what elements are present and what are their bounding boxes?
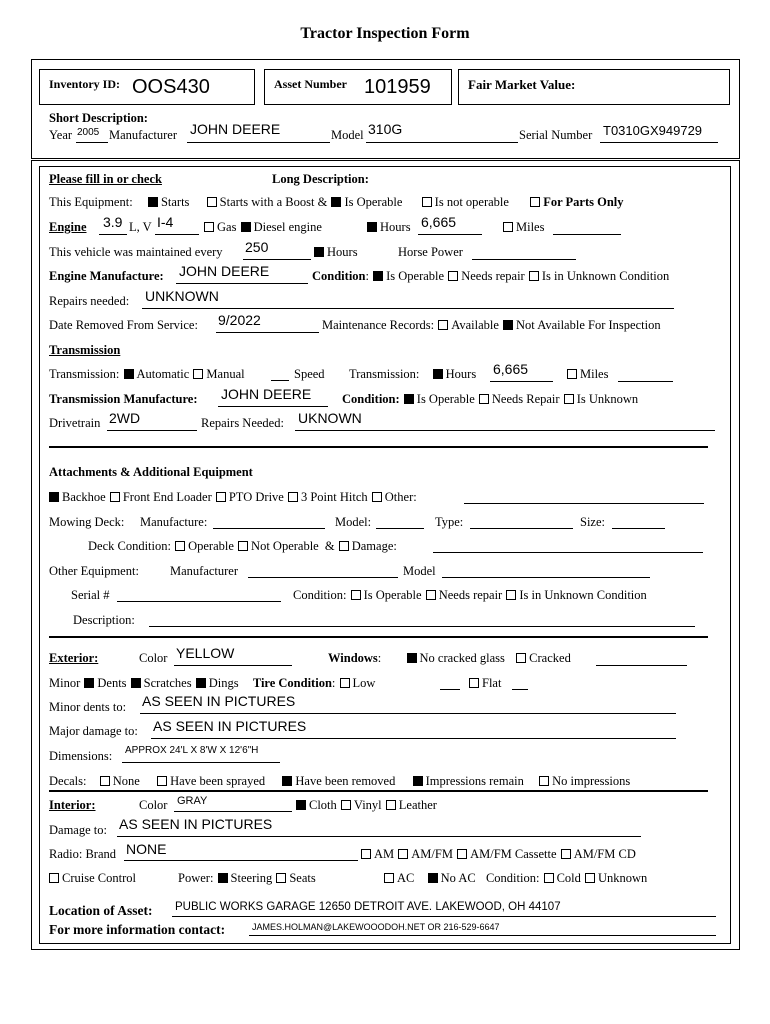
deck-condition-row: Deck Condition: Operable Not Operable & Damage: bbox=[88, 539, 397, 553]
trans-hours-row: Transmission: Hours bbox=[349, 367, 477, 381]
location-value[interactable]: PUBLIC WORKS GARAGE 12650 DETROIT AVE. LAKEWOOD, OH 44107 bbox=[175, 901, 561, 913]
gas-checkbox[interactable] bbox=[204, 222, 214, 232]
other-attach-checkbox[interactable] bbox=[372, 492, 382, 502]
maint-hours-checkbox[interactable] bbox=[314, 247, 324, 257]
impressions-remain-checkbox[interactable] bbox=[413, 776, 423, 786]
major-damage-label: Major damage to: bbox=[49, 724, 138, 738]
fmv-label: Fair Market Value: bbox=[468, 77, 576, 92]
trans-condition-row: Condition: Is Operable Needs Repair Is Unknown bbox=[342, 392, 639, 406]
speed-label: Speed bbox=[294, 367, 325, 381]
serial-value[interactable]: T0310GX949729 bbox=[603, 123, 703, 138]
repairs-label: Repairs needed: bbox=[49, 294, 130, 308]
engine-hours-value[interactable]: 6,665 bbox=[421, 214, 457, 230]
inventory-label: Inventory ID: bbox=[49, 77, 120, 91]
minor-row: Minor Dents Scratches Dings Tire Condition: Low bbox=[49, 676, 376, 690]
automatic-checkbox[interactable] bbox=[124, 369, 134, 379]
other-serial-label: Serial # bbox=[71, 588, 110, 602]
vinyl-checkbox[interactable] bbox=[341, 800, 351, 810]
trans-miles-checkbox[interactable] bbox=[567, 369, 577, 379]
manufacturer-value[interactable]: JOHN DEERE bbox=[190, 121, 281, 137]
asset-label: Asset Number bbox=[274, 77, 347, 91]
trans-repairs-value[interactable]: UKNOWN bbox=[298, 410, 362, 426]
cruise-row: Cruise Control bbox=[49, 871, 136, 886]
eng-unknown-checkbox[interactable] bbox=[529, 271, 539, 281]
repairs-value[interactable]: UNKNOWN bbox=[145, 288, 219, 304]
v-value[interactable]: I-4 bbox=[157, 214, 174, 230]
tire-flat-checkbox[interactable] bbox=[469, 678, 479, 688]
leather-checkbox[interactable] bbox=[386, 800, 396, 810]
int-damage-label: Damage to: bbox=[49, 823, 107, 837]
engine-miles-row: Miles bbox=[502, 220, 544, 235]
date-removed-value[interactable]: 9/2022 bbox=[218, 312, 261, 328]
minor-dents-label: Minor dents to: bbox=[49, 700, 127, 714]
contact-value[interactable]: JAMES.HOLMAN@LAKEWOOODOH.NET OR 216-529-6647 bbox=[252, 922, 500, 932]
interior-heading: Interior: bbox=[49, 798, 96, 812]
mowing-size-label: Size: bbox=[580, 515, 605, 529]
radio-options-row: AM AM/FM AM/FM Cassette AM/FM CD bbox=[360, 847, 636, 862]
liters-value[interactable]: 3.9 bbox=[103, 214, 123, 230]
deck-not-operable-checkbox[interactable] bbox=[238, 541, 248, 551]
mowing-type-label: Type: bbox=[435, 515, 464, 529]
dings-checkbox[interactable] bbox=[196, 678, 206, 688]
fill-label: Please fill in or check bbox=[49, 172, 162, 186]
trans-mfr-value[interactable]: JOHN DEERE bbox=[221, 386, 312, 402]
ext-color-label: Color bbox=[139, 651, 168, 665]
ac-unknown-checkbox[interactable] bbox=[585, 873, 595, 883]
records-available-checkbox[interactable] bbox=[438, 320, 448, 330]
other-mfr-label: Manufacturer bbox=[170, 564, 239, 578]
int-damage-value[interactable]: AS SEEN IN PICTURES bbox=[119, 816, 273, 832]
ext-color-value[interactable]: YELLOW bbox=[176, 645, 235, 661]
eng-mfr-label: Engine Manufacture: bbox=[49, 269, 164, 283]
attachments-row: Backhoe Front End Loader PTO Drive 3 Point Hitch Other: bbox=[49, 490, 417, 505]
minor-dents-value[interactable]: AS SEEN IN PICTURES bbox=[142, 693, 296, 709]
ac-cold-checkbox[interactable] bbox=[544, 873, 554, 883]
other-condition-row: Condition: Is Operable Needs repair Is in Unknown Condition bbox=[293, 588, 647, 602]
decals-none-checkbox[interactable] bbox=[100, 776, 110, 786]
for-parts-checkbox[interactable] bbox=[530, 197, 540, 207]
divider-2 bbox=[49, 636, 708, 638]
exterior-heading: Exterior: bbox=[49, 651, 99, 665]
liters-label: L, V bbox=[129, 220, 152, 234]
radio-value[interactable]: NONE bbox=[126, 841, 167, 857]
mowing-mfr-label: Manufacture: bbox=[140, 515, 208, 529]
power-row: Power: Steering Seats bbox=[178, 871, 316, 885]
dimensions-value[interactable]: APPROX 24'L X 8'W X 12'6"H bbox=[125, 745, 259, 756]
scratches-checkbox[interactable] bbox=[131, 678, 141, 688]
drivetrain-value[interactable]: 2WD bbox=[109, 410, 141, 426]
no-ac-checkbox[interactable] bbox=[428, 873, 438, 883]
decals-sprayed-checkbox[interactable] bbox=[157, 776, 167, 786]
maintained-value[interactable]: 250 bbox=[245, 239, 269, 255]
pto-checkbox[interactable] bbox=[216, 492, 226, 502]
manual-checkbox[interactable] bbox=[193, 369, 203, 379]
deck-operable-checkbox[interactable] bbox=[175, 541, 185, 551]
ac-checkbox[interactable] bbox=[384, 873, 394, 883]
dimensions-label: Dimensions: bbox=[49, 749, 113, 763]
maint-records-row: Maintenance Records: Available Not Available For Inspection bbox=[322, 318, 661, 332]
cloth-checkbox[interactable] bbox=[296, 800, 306, 810]
no-impressions-checkbox[interactable] bbox=[539, 776, 549, 786]
diesel-checkbox[interactable] bbox=[241, 222, 251, 232]
other-description-label: Description: bbox=[73, 613, 135, 627]
model-label: Model bbox=[331, 128, 364, 142]
trans-miles-row: Miles bbox=[566, 367, 608, 382]
trans-mfr-label: Transmission Manufacture: bbox=[49, 392, 198, 406]
eng-repair-checkbox[interactable] bbox=[448, 271, 458, 281]
divider-3 bbox=[49, 790, 708, 792]
mowing-label: Mowing Deck: bbox=[49, 515, 125, 529]
ac-row: AC No AC Condition: Cold Unknown bbox=[383, 871, 647, 886]
location-label: Location of Asset: bbox=[49, 903, 153, 918]
serial-label: Serial Number bbox=[519, 128, 593, 142]
trans-repairs-label: Repairs Needed: bbox=[201, 416, 284, 430]
attachments-heading: Attachments & Additional Equipment bbox=[49, 465, 253, 479]
front-loader-checkbox[interactable] bbox=[110, 492, 120, 502]
tire-low-checkbox[interactable] bbox=[340, 678, 350, 688]
decals-row: Decals: None Have been sprayed Have been removed Impressions remain No impressions bbox=[49, 774, 631, 788]
short-desc-label: Short Description: bbox=[49, 111, 148, 125]
cruise-checkbox[interactable] bbox=[49, 873, 59, 883]
trans-unknown-checkbox[interactable] bbox=[564, 394, 574, 404]
dents-checkbox[interactable] bbox=[84, 678, 94, 688]
year-label: Year bbox=[49, 128, 73, 142]
backhoe-checkbox[interactable] bbox=[49, 492, 59, 502]
mowing-model-label: Model: bbox=[335, 515, 372, 529]
date-removed-label: Date Removed From Service: bbox=[49, 318, 198, 332]
asset-value[interactable]: 101959 bbox=[364, 76, 431, 98]
radio-cassette-checkbox[interactable] bbox=[457, 849, 467, 859]
tire-flat-row: Flat bbox=[468, 676, 501, 691]
hours-row: Hours bbox=[366, 220, 411, 235]
no-cracked-checkbox[interactable] bbox=[407, 653, 417, 663]
engine-hours-checkbox[interactable] bbox=[367, 222, 377, 232]
trans-operable-checkbox[interactable] bbox=[404, 394, 414, 404]
radio-label: Radio: Brand bbox=[49, 847, 117, 861]
contact-label: For more information contact: bbox=[49, 922, 226, 937]
starts-boost-checkbox[interactable] bbox=[207, 197, 217, 207]
radio-cd-checkbox[interactable] bbox=[561, 849, 571, 859]
three-point-checkbox[interactable] bbox=[288, 492, 298, 502]
other-model-label: Model bbox=[403, 564, 436, 578]
trans-repair-checkbox[interactable] bbox=[479, 394, 489, 404]
power-steering-checkbox[interactable] bbox=[218, 873, 228, 883]
other-repair-checkbox[interactable] bbox=[426, 590, 436, 600]
long-desc-label: Long Description: bbox=[272, 172, 369, 186]
engine-label: Engine bbox=[49, 220, 87, 234]
major-damage-value[interactable]: AS SEEN IN PICTURES bbox=[153, 718, 307, 734]
other-equipment-label: Other Equipment: bbox=[49, 564, 139, 578]
decals-removed-checkbox[interactable] bbox=[282, 776, 292, 786]
transmission-heading: Transmission bbox=[49, 343, 121, 357]
form-title: Tractor Inspection Form bbox=[300, 25, 470, 42]
eng-mfr-value[interactable]: JOHN DEERE bbox=[179, 263, 270, 279]
windows-row: Windows: No cracked glass Cracked bbox=[328, 651, 571, 665]
other-operable-checkbox[interactable] bbox=[351, 590, 361, 600]
records-not-available-checkbox[interactable] bbox=[503, 320, 513, 330]
trans-hours-checkbox[interactable] bbox=[433, 369, 443, 379]
radio-am-checkbox[interactable] bbox=[361, 849, 371, 859]
model-value[interactable]: 310G bbox=[368, 121, 403, 137]
inventory-value[interactable]: OOS430 bbox=[132, 76, 210, 98]
divider-1 bbox=[49, 446, 708, 448]
other-unknown-checkbox[interactable] bbox=[506, 590, 516, 600]
maintained-label: This vehicle was maintained every bbox=[49, 245, 223, 259]
manufacturer-label: Manufacturer bbox=[109, 128, 178, 142]
drivetrain-label: Drivetrain bbox=[49, 416, 101, 430]
deck-damage-checkbox[interactable] bbox=[339, 541, 349, 551]
trans-type-row: Transmission: Automatic Manual bbox=[49, 367, 245, 381]
engine-miles-checkbox[interactable] bbox=[503, 222, 513, 232]
horse-power-label: Horse Power bbox=[398, 245, 463, 259]
upholstery-row: Cloth Vinyl Leather bbox=[295, 798, 437, 813]
not-operable-checkbox[interactable] bbox=[422, 197, 432, 207]
is-operable-checkbox[interactable] bbox=[331, 197, 341, 207]
fuel-row: Gas Diesel engine bbox=[203, 220, 322, 235]
maint-hours-row: Hours bbox=[313, 245, 358, 260]
trans-hours-value[interactable]: 6,665 bbox=[493, 361, 529, 377]
starts-checkbox[interactable] bbox=[148, 197, 158, 207]
equipment-row: This Equipment: Starts Starts with a Boost & Is Operable Is not operable For Parts Only bbox=[49, 195, 624, 209]
eng-condition-row: Condition: Is Operable Needs repair Is in Unknown Condition bbox=[312, 269, 670, 283]
int-color-label: Color bbox=[139, 798, 168, 812]
year-value[interactable]: 2005 bbox=[77, 127, 100, 138]
eng-operable-checkbox[interactable] bbox=[373, 271, 383, 281]
int-color-value[interactable]: GRAY bbox=[177, 795, 208, 807]
cracked-checkbox[interactable] bbox=[516, 653, 526, 663]
power-seats-checkbox[interactable] bbox=[276, 873, 286, 883]
radio-amfm-checkbox[interactable] bbox=[398, 849, 408, 859]
